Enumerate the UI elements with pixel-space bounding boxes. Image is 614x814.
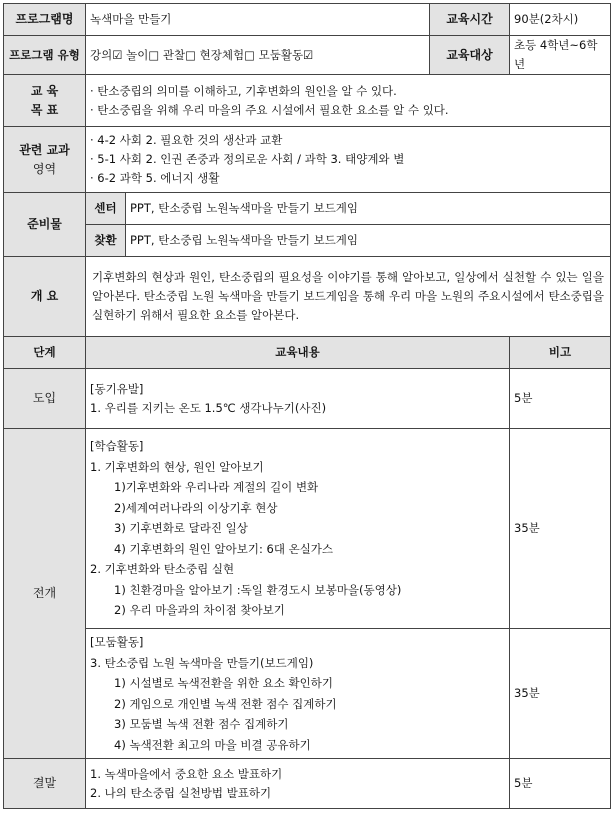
intro-line: [동기유발] bbox=[90, 381, 144, 396]
subjects-label-line1: 관련 교과 bbox=[19, 142, 70, 157]
header-content: 교육내용 bbox=[86, 337, 510, 369]
closing-note: 5분 bbox=[510, 759, 611, 809]
subjects-label-line2: 영역 bbox=[32, 161, 57, 176]
development-content-1 bbox=[86, 429, 510, 629]
intro-stage: 도입 bbox=[4, 369, 86, 429]
dev1-line: 4) 기후변화의 원인 알아보기: 6대 온실가스 bbox=[114, 541, 334, 556]
dev2-line: 4) 녹색전환 최고의 마을 비결 공유하기 bbox=[114, 737, 311, 752]
target-label: 교육대상 bbox=[430, 36, 510, 75]
time-label: 교육시간 bbox=[430, 4, 510, 36]
dev2-line: 2) 게임으로 개인별 녹색 전환 점수 집계하기 bbox=[114, 696, 337, 711]
subject-item: · 5-1 사회 2. 인권 존중과 정의로운 사회 / 과학 3. 태양계와 별 bbox=[90, 152, 405, 166]
dev1-line: 3) 기후변화로 달라진 일상 bbox=[114, 521, 248, 536]
materials-type-other: 찾환 bbox=[86, 225, 126, 257]
dev2-line: [모둠활동] bbox=[90, 635, 144, 649]
dev1-line: 2)세계여러나라의 이상기후 현상 bbox=[114, 500, 278, 515]
development-row-1 bbox=[4, 429, 611, 629]
goals-label bbox=[4, 75, 86, 127]
goals-row bbox=[4, 75, 611, 127]
overview-text: 기후변화의 현상과 원인, 탄소중립의 필요성을 이야기를 통해 알아보고, 일상에서 실천할 수 있는 일을 알아본다. 탄소중립 노원 녹색마을 만들기 보드게임을 통해 우리 마을 노원의 주요시설에서 탄소중립을 실현하기 위해서 필요한 요소를 알아본다. bbox=[86, 257, 611, 337]
development-note-2: 35분 bbox=[510, 629, 611, 759]
goals-label-line2: 목 표 bbox=[30, 102, 59, 117]
subjects-label bbox=[4, 127, 86, 193]
subjects-row bbox=[4, 127, 611, 193]
closing-content bbox=[86, 759, 510, 809]
materials-type-center: 센터 bbox=[86, 193, 126, 225]
development-content-2 bbox=[86, 629, 510, 759]
program-name-row bbox=[4, 4, 611, 36]
development-stage: 전개 bbox=[4, 429, 86, 759]
intro-note: 5분 bbox=[510, 369, 611, 429]
intro-content bbox=[86, 369, 510, 429]
materials-content-other: PPT, 탄소중립 노원녹색마을 만들기 보드게임 bbox=[126, 225, 611, 257]
dev1-line: 1) 친환경마을 알아보기 :독일 환경도시 보봉마을(동영상) bbox=[114, 582, 402, 597]
overview-label: 개 요 bbox=[4, 257, 86, 337]
program-name-value: 녹색마을 만들기 bbox=[86, 4, 430, 36]
target-value: 초등 4학년~6학년 bbox=[510, 36, 611, 75]
overview-row bbox=[4, 257, 611, 337]
subject-item: · 6-2 과학 5. 에너지 생활 bbox=[90, 171, 220, 185]
materials-content-center: PPT, 탄소중립 노원녹색마을 만들기 보드게임 bbox=[126, 193, 611, 225]
time-value: 90분(2차시) bbox=[510, 4, 611, 36]
materials-row-other bbox=[4, 225, 611, 257]
intro-line: 1. 우리를 지키는 온도 1.5℃ 생각나누기(사진) bbox=[90, 400, 327, 415]
development-note-1: 35분 bbox=[510, 429, 611, 629]
subject-item: · 4-2 사회 2. 필요한 것의 생산과 교환 bbox=[90, 133, 283, 147]
schedule-header-row bbox=[4, 337, 611, 369]
program-name-label: 프로그램명 bbox=[4, 4, 86, 36]
intro-row bbox=[4, 369, 611, 429]
subjects-content bbox=[86, 127, 611, 193]
header-note: 비고 bbox=[510, 337, 611, 369]
closing-row bbox=[4, 759, 611, 809]
materials-label: 준비물 bbox=[4, 193, 86, 257]
header-stage: 단계 bbox=[4, 337, 86, 369]
dev2-line: 1) 시설별로 녹색전환을 위한 요소 확인하기 bbox=[114, 676, 333, 690]
dev1-line: 2. 기후변화와 탄소중립 실현 bbox=[90, 562, 235, 577]
program-type-label: 프로그램 유형 bbox=[4, 36, 86, 75]
closing-line: 1. 녹색마을에서 중요한 요소 발표하기 bbox=[90, 766, 283, 781]
goals-label-line1: 교 육 bbox=[30, 83, 59, 98]
goals-content bbox=[86, 75, 611, 127]
dev1-line: [학습활동] bbox=[90, 439, 144, 454]
closing-stage: 결말 bbox=[4, 759, 86, 809]
program-type-value: 강의☑ 놀이□ 관찰□ 현장체험□ 모둠활동☑ bbox=[86, 36, 430, 75]
lesson-plan bbox=[3, 3, 610, 809]
materials-row-center bbox=[4, 193, 611, 225]
dev1-line: 2) 우리 마을과의 차이점 찾아보기 bbox=[114, 603, 285, 618]
closing-line: 2. 나의 탄소중립 실천방법 발표하기 bbox=[90, 785, 272, 800]
goal-item: · 탄소중립의 의미를 이해하고, 기후변화의 원인을 알 수 있다. bbox=[90, 83, 397, 98]
dev2-line: 3. 탄소중립 노원 녹색마을 만들기(보드게임) bbox=[90, 655, 314, 670]
program-type-row bbox=[4, 36, 611, 75]
lesson-plan-table bbox=[3, 3, 611, 809]
dev1-line: 1)기후변화와 우리나라 계절의 길이 변화 bbox=[114, 480, 319, 495]
dev1-line: 1. 기후변화의 현상, 원인 알아보기 bbox=[90, 459, 264, 474]
dev2-line: 3) 모둠별 녹색 전환 점수 집계하기 bbox=[114, 717, 289, 731]
development-row-2 bbox=[4, 629, 611, 759]
goal-item: · 탄소중립을 위해 우리 마을의 주요 시설에서 필요한 요소를 알 수 있다. bbox=[90, 102, 449, 117]
